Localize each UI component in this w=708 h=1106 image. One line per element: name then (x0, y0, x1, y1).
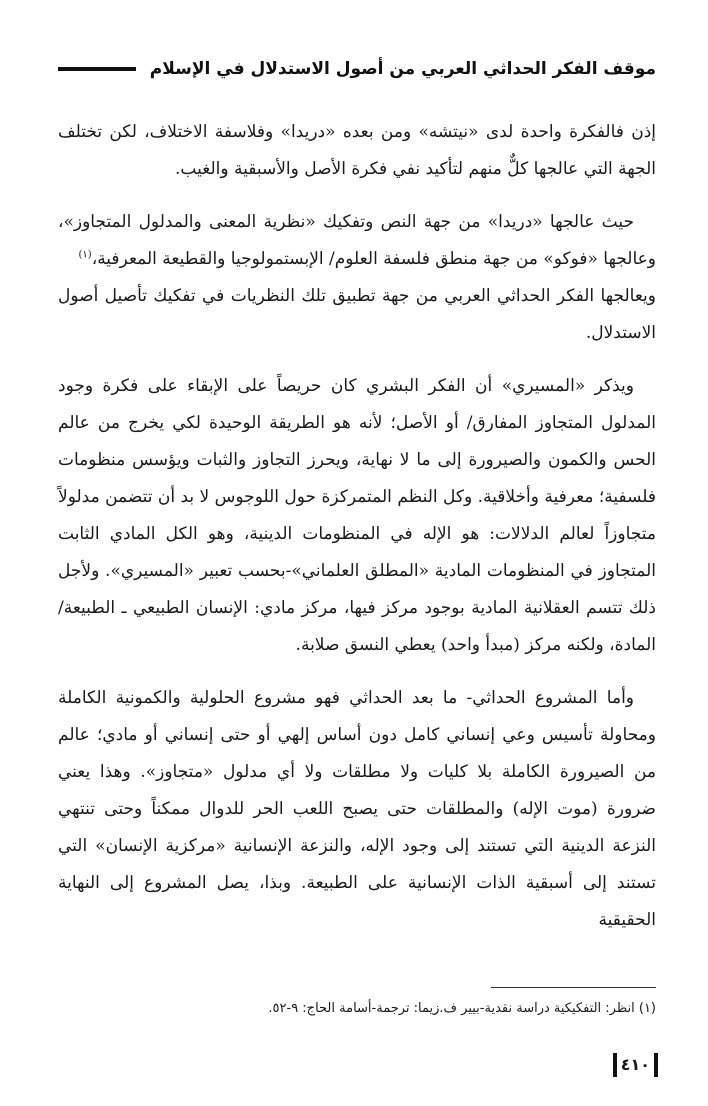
paragraph: إذن فالفكرة واحدة لدى «نيتشه» ومن بعده «دريدا» وفلاسفة الاختلاف، لكن تختلف الجهة التي عالجها كلٌّ منهم لتأكيد نفي فكرة الأصل والأسبقية والغيب. (58, 122, 656, 179)
body-text (58, 114, 656, 955)
folio-bar-right (654, 1053, 658, 1077)
page-number: ٤١٠ (620, 1055, 650, 1074)
footnote-separator (491, 987, 656, 988)
running-header (58, 52, 656, 86)
page-number-box (613, 1052, 658, 1078)
paragraph (58, 204, 656, 278)
paragraph: ويعالجها الفكر الحداثي العربي من جهة تطبيق تلك النظريات في تفكيك تأصيل أصول الاستدلال. (58, 286, 656, 343)
header-rule (58, 67, 136, 71)
folio-bar-left (613, 1053, 617, 1077)
running-header-title: موقف الفكر الحداثي العربي من أصول الاستدلال في الإسلام (149, 59, 656, 79)
paragraph-text: حيث عالجها «دريدا» من جهة النص وتفكيك «نظرية المعنى والمدلول المتجاوز»، وعالجها «فوكو» من جهة منطق فلسفة العلوم/ الإبستمولوجيا والقطيعة المعرفية، (58, 212, 656, 269)
footnote: (١) انظر: التفكيكية دراسة نقدية-بيير ف.زيما: ترجمة-أسامة الحاج: ٩-٥٢. (268, 1001, 656, 1016)
paragraph: ويذكر «المسيري» أن الفكر البشري كان حريصاً على الإبقاء على فكرة وجود المدلول المتجاوز المفارق/ أو الأصل؛ لأنه هو الطريقة الوحيدة لكي يخرج من عالم الحس والكمون والصيرورة إلى ما لا نهاية، ويحرز التجاوز والثبات ويؤسس منظومات فلسفية؛ معرفية وأخلاقية. وكل النظم المتمركزة حول اللوجوس لا بد أن تتضمن مدلولاً متجاوزاً لعالم الدلالات: هو الإله في المنظومات الدينية، وهو الكل المادي الثابت المتجاوز في المنظومات المادية «المطلق العلماني»-بحسب تعبير «المسيري». ولأجل ذلك تتسم العقلانية المادية بوجود مركز فيها، مركز مادي: الإنسان الطبيعي ـ الطبيعة/ المادة، ولكنه مركز (مبدأ واحد) يعطي النسق صلابة. (58, 376, 656, 655)
footnote-reference: (١) (78, 249, 92, 261)
paragraph: وأما المشروع الحداثي- ما بعد الحداثي فهو مشروع الحلولية والكمونية الكاملة ومحاولة تأسيس وعي إنساني كامل دون أساس إلهي أو حتى إنساني أو مادي؛ عالم من الصيرورة الكاملة بلا كليات ولا مطلقات ولا أي مدلول «متجاوز». وهذا يعني ضرورة (موت الإله) والمطلقات حتى يصبح اللعب الحر للدوال ممكناً وحتى تنتهي النزعة الدينية التي تستند إلى وجود الإله، والنزعة الإنسانية «مركزية الإنسان» التي تستند إلى أسبقية الذات الإنسانية على الطبيعة. وبذا، يصل المشروع إلى النهاية الحقيقية (58, 688, 656, 930)
